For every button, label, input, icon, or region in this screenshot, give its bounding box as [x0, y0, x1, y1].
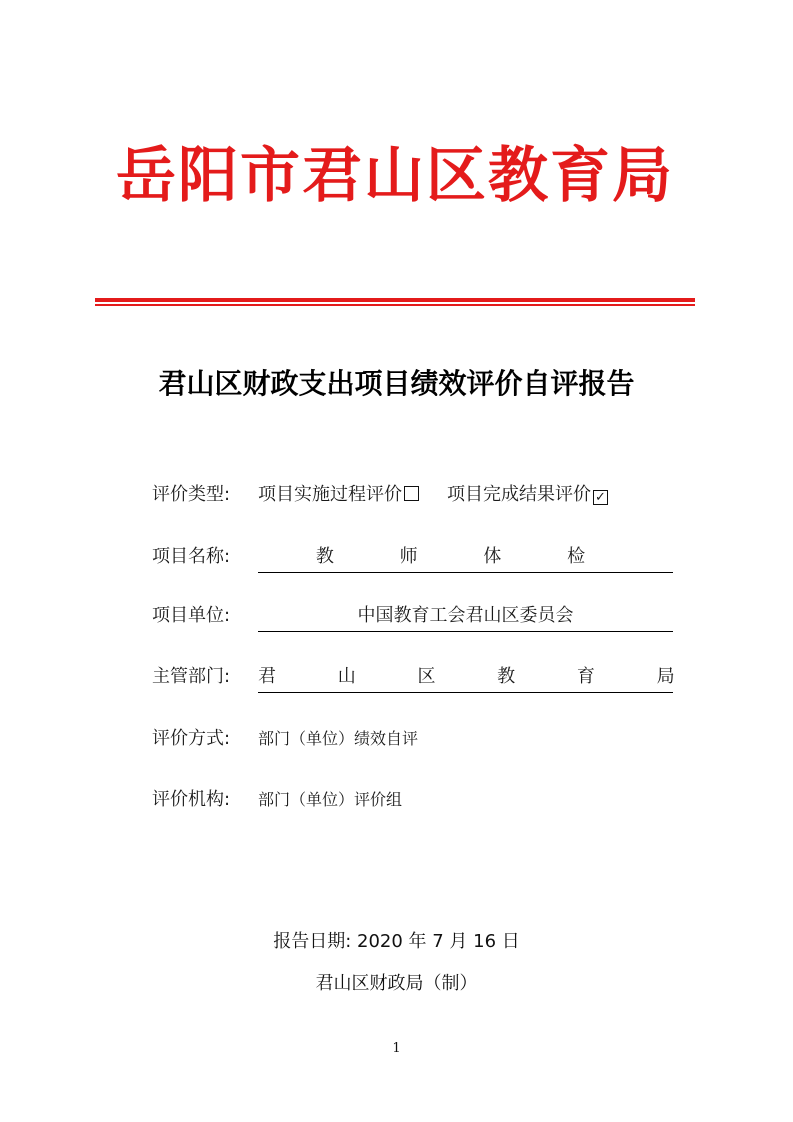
eval-method-label: 评价方式: [152, 728, 231, 749]
project-unit-row [152, 601, 673, 631]
project-name-underline [258, 542, 673, 573]
eval-type-process-checkbox [404, 486, 419, 501]
red-rule-thin-line [95, 304, 695, 306]
project-unit-value: 中国教育工会君山区委员会 [357, 605, 574, 626]
eval-org-row [152, 785, 402, 815]
eval-type-row [152, 480, 608, 510]
supervisor-label: 主管部门: [152, 666, 231, 687]
project-unit-underline [258, 601, 673, 632]
supervisor-value: 君 山 区 教 育 局 [258, 666, 703, 687]
project-unit-label: 项目单位: [152, 605, 231, 626]
report-title: 君山区财政支出项目绩效评价自评报告 [158, 367, 635, 400]
eval-type-label: 评价类型: [152, 484, 231, 505]
red-rule-thick-line [95, 298, 695, 302]
header-red-rule [95, 298, 695, 308]
eval-org-label: 评价机构: [152, 789, 231, 810]
eval-method-value: 部门（单位）绩效自评 [258, 729, 419, 748]
eval-type-option-result: 项目完成结果评价 [447, 484, 591, 505]
supervisor-underline [258, 662, 703, 693]
project-name-row [152, 542, 673, 572]
project-name-value: 教 师 体 检 [315, 546, 616, 567]
eval-method-row [152, 724, 418, 754]
report-date: 报告日期: 2020 年 7 月 16 日 [273, 931, 520, 952]
eval-org-value: 部门（单位）评价组 [258, 790, 403, 809]
page-number: 1 [392, 1041, 401, 1056]
eval-type-option-process: 项目实施过程评价 [258, 484, 402, 505]
header-org-title: 岳阳市君山区教育局 [116, 141, 674, 211]
eval-type-result-checkbox: ✓ [593, 490, 608, 505]
report-maker: 君山区财政局（制） [315, 973, 478, 994]
project-name-label: 项目名称: [152, 546, 231, 567]
supervisor-row [152, 662, 703, 692]
